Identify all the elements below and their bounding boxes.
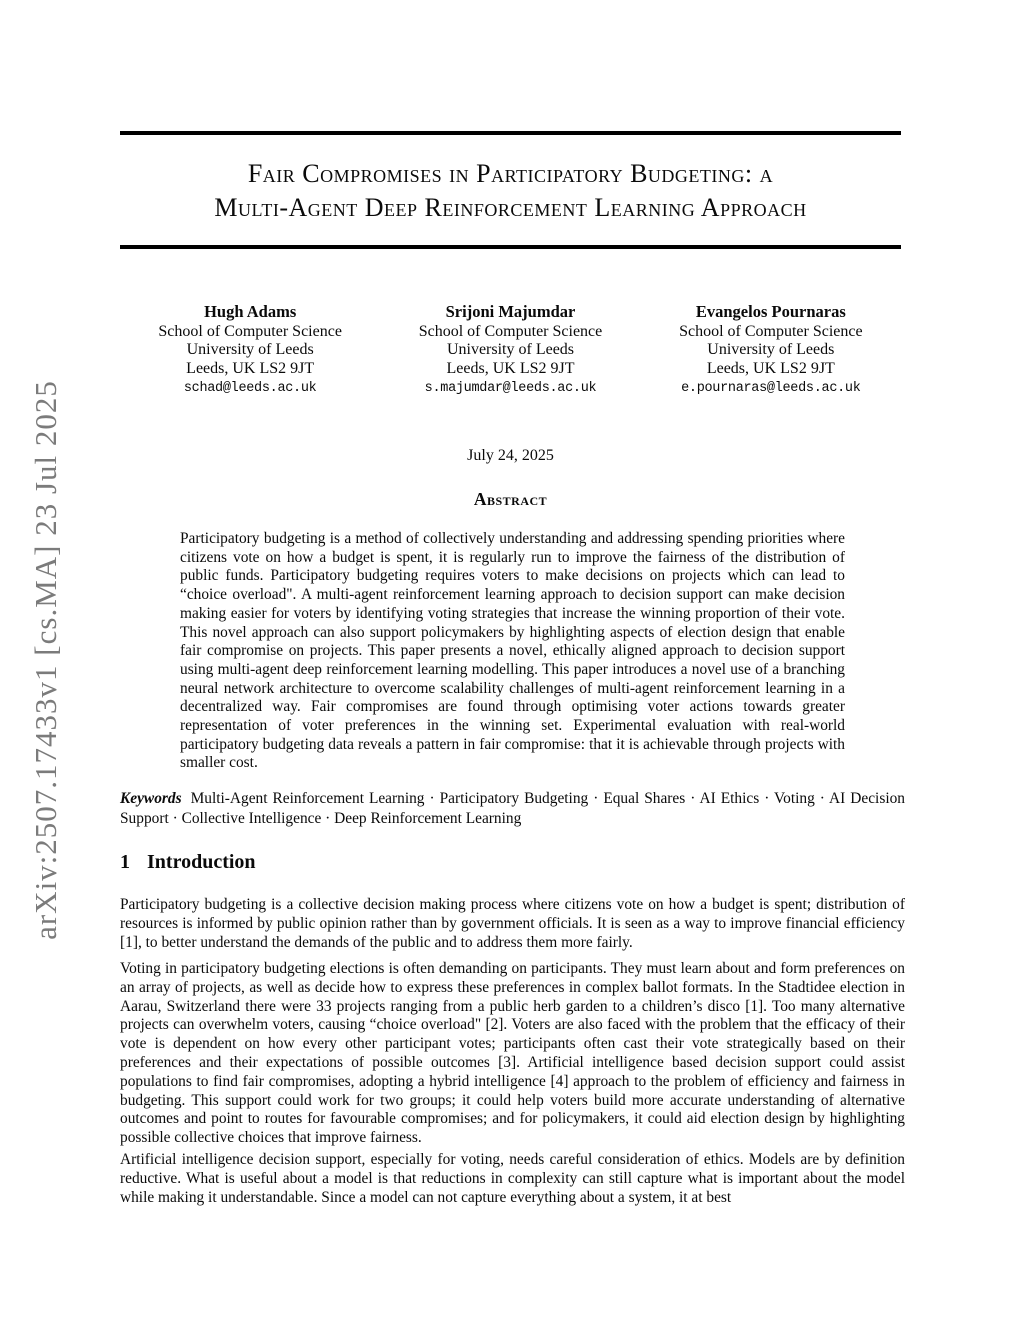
author-email: s.majumdar@leeds.ac.uk — [424, 381, 597, 396]
author-name: Hugh Adams — [204, 302, 297, 321]
paragraph: Voting in participatory budgeting elections is often demanding on participants. They must learn about and form preferences on an array of projects, as well as decide how to express these preferences in complex ballot formats. In the Stadtidee election in Aarau, Switzerland there were 33 projects ranging from a public herb garden to a children’s disco [1]. Too many alternative projects can overwhelm voters, causing “choice overload" [2]. Voters are also faced with the problem that the efficacy of their vote is dependent on how every other participant votes; participants often cast their vote strategically based on their preferences and their expectations of possible outcomes [3]. Artificial intelligence based decision support could assist populations to find fair compromises, adopting a hybrid intelligence [4] approach to the problem of efficiency and fairness in budgeting. This support could work for two groups; it could help voters build more accurate understanding of alternative outcomes and point to routes for favourable compromises; and for policymakers, it could aid election design by highlighting possible collective choices that improve fairness. — [120, 960, 905, 1147]
keywords-label: Keywords — [120, 790, 182, 807]
keywords-text: Multi-Agent Reinforcement Learning · Participatory Budgeting · Equal Shares · AI Ethics · Voting · AI Decision Support · Collective Intelligence · Deep Reinforcement Learning — [120, 790, 905, 827]
section-heading — [120, 851, 905, 874]
abstract-text: Participatory budgeting is a method of collectively understanding and addressing spending priorities where citizens vote on how a budget is spent, it is regularly run to improve the fairness of the distribution of public funds. Participatory budgeting requires voters to make decisions on projects which can lead to “choice overload". A multi-agent reinforcement learning approach to decision support can make decision making easier for voters by identifying voting strategies that increase the winning proportion of their vote. This novel approach can also support policymakers by highlighting aspects of election design that enable fair compromise on projects. This paper presents a novel, ethically aligned approach to decision support using multi-agent deep reinforcement learning modelling. This paper introduces a novel use of a branching neural network architecture to overcome scalability challenges of multi-agent reinforcement learning in a decentralized way. Fair compromises are found through optimising voter actions towards greater representation of voter preferences in the winning set. Experimental evaluation with real-world participatory budgeting data reveals a pattern in fair compromise: that it is achievable through projects with smaller cost. — [180, 530, 845, 772]
author-affiliation: University of Leeds — [446, 341, 575, 358]
author-name: Srijoni Majumdar — [445, 302, 576, 321]
author-affiliation: University of Leeds — [707, 341, 835, 358]
title-rule-bottom — [120, 245, 901, 249]
keywords-line — [120, 789, 905, 828]
paragraph: Participatory budgeting is a collective decision making process where citizens vote on how a budget is spent; distribution of resources is informed by public opinion rather than by government officials. It is seen as a way to improve financial efficiency [1], to better understand the demands of the public and to address them more fairly. — [120, 896, 905, 951]
abstract-heading: Abstract — [473, 489, 548, 509]
author-affiliation: Leeds, UK LS2 9JT — [446, 359, 575, 377]
author-email: schad@leeds.ac.uk — [183, 381, 317, 396]
section-title: Introduction — [147, 851, 256, 873]
author-name: Evangelos Pournaras — [695, 302, 846, 321]
paper-title — [120, 157, 901, 225]
author-affiliation: School of Computer Science — [418, 322, 603, 340]
author-block — [380, 303, 640, 399]
author-affiliation: University of Leeds — [186, 341, 314, 358]
paragraph: Artificial intelligence decision support, especially for voting, needs careful consideration of ethics. Models are by definition reductive. What is useful about a model is that reductions in complexity can still capture what is important about the model while making it understandable. Since a model can not capture everything about a system, it at best — [120, 1151, 905, 1206]
author-block — [641, 303, 901, 399]
author-affiliation: Leeds, UK LS2 9JT — [186, 359, 315, 377]
author-affiliation: Leeds, UK LS2 9JT — [706, 359, 835, 377]
section-number: 1 — [120, 851, 130, 873]
paper-title-line1: Fair Compromises in Participatory Budgeting: a — [247, 159, 774, 188]
author-block — [120, 303, 380, 399]
title-rule-top — [120, 131, 901, 135]
paper-date: July 24, 2025 — [467, 447, 554, 464]
author-affiliation: School of Computer Science — [679, 322, 863, 340]
author-email: e.pournaras@leeds.ac.uk — [681, 381, 861, 396]
author-affiliation: School of Computer Science — [158, 322, 342, 340]
paper-title-line2: Multi-Agent Deep Reinforcement Learning Approach — [214, 193, 807, 222]
author-list — [120, 303, 901, 399]
arxiv-watermark: arXiv:2507.17433v1 [cs.MA] 23 Jul 2025 — [28, 380, 63, 940]
